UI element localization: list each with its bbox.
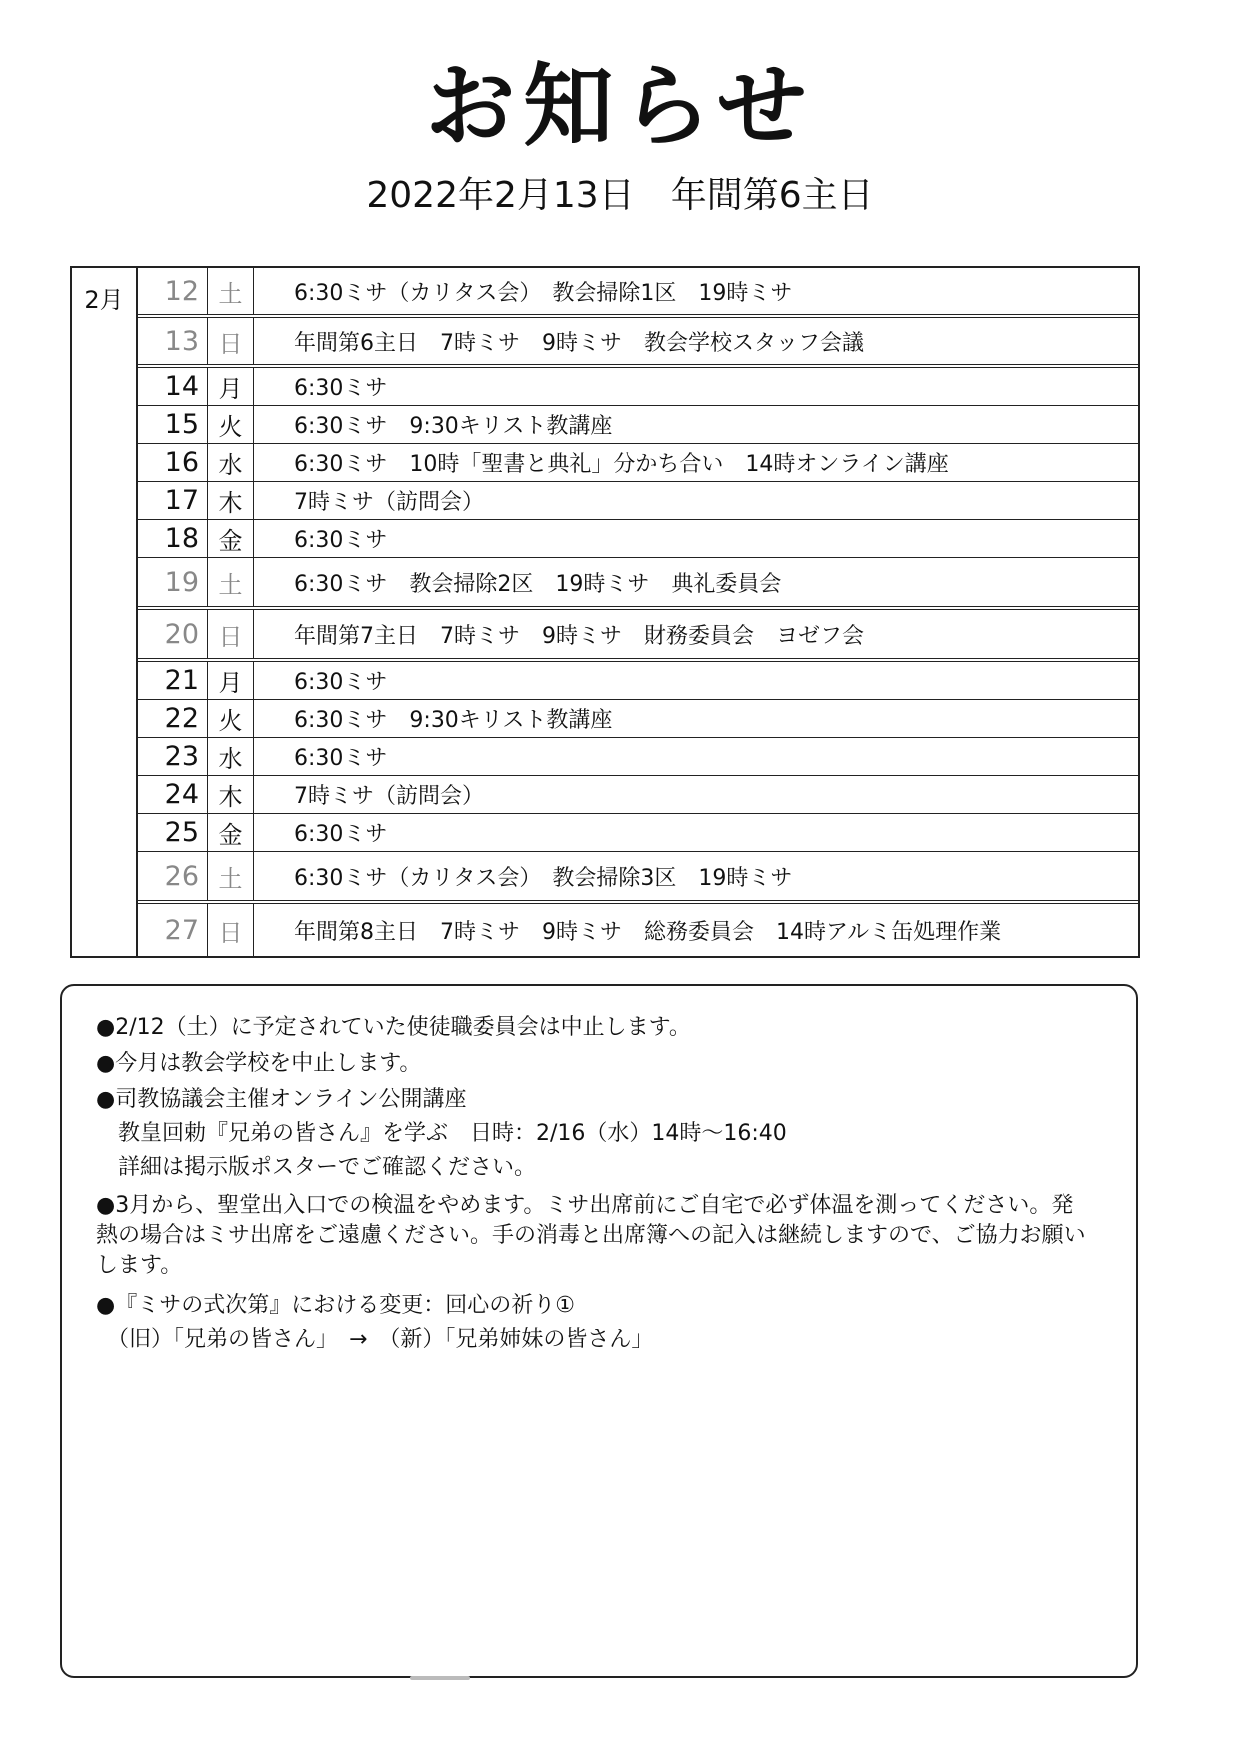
day-number: 23: [138, 738, 208, 775]
day-number: 19: [138, 558, 208, 606]
events: 6:30ミサ: [294, 746, 388, 771]
table-row: [138, 318, 1138, 368]
table-row: [138, 662, 1138, 700]
page-title: お知らせ: [425, 54, 815, 159]
table-row: [138, 368, 1138, 406]
events: 6:30ミサ: [294, 528, 388, 553]
events: 6:30ミサ: [294, 670, 388, 695]
events: 年間第7主日 7時ミサ 9時ミサ 財務委員会 ヨゼフ会: [294, 623, 864, 649]
table-row: [138, 406, 1138, 444]
day-number: 17: [138, 482, 208, 519]
table-row: [138, 776, 1138, 814]
day-number: 22: [138, 700, 208, 737]
day-number: 13: [138, 318, 208, 364]
table-row: [138, 268, 1138, 318]
table-row: [138, 700, 1138, 738]
notice-line: 教皇回勅『兄弟の皆さん』を学ぶ 日時：2/16（水）14時～16:40: [96, 1121, 787, 1146]
day-number: 18: [138, 520, 208, 557]
notices-box: [60, 984, 1138, 1678]
weekday: 土: [208, 268, 254, 314]
table-row: [138, 482, 1138, 520]
weekday: 木: [208, 482, 254, 519]
weekday: 火: [208, 700, 254, 737]
day-number: 21: [138, 662, 208, 699]
notice-line: ●司教協議会主催オンライン公開講座: [96, 1087, 467, 1112]
weekday: 水: [208, 738, 254, 775]
table-row: [138, 558, 1138, 610]
events: 年間第6主日 7時ミサ 9時ミサ 教会学校スタッフ会議: [294, 330, 864, 356]
table-row: [138, 814, 1138, 852]
weekday: 日: [208, 904, 254, 956]
notice-line: 詳細は掲示版ポスターでご確認ください。: [96, 1155, 537, 1180]
day-number: 14: [138, 368, 208, 405]
day-number: 15: [138, 406, 208, 443]
schedule-table: [70, 266, 1140, 958]
table-row: [138, 520, 1138, 558]
day-number: 27: [138, 904, 208, 956]
day-number: 12: [138, 268, 208, 314]
events: 6:30ミサ: [294, 376, 388, 401]
day-number: 16: [138, 444, 208, 481]
day-number: 26: [138, 852, 208, 900]
table-row: [138, 738, 1138, 776]
weekday: 月: [208, 662, 254, 699]
weekday: 金: [208, 814, 254, 851]
events: 6:30ミサ: [294, 822, 388, 847]
day-number: 20: [138, 610, 208, 658]
events: 6:30ミサ（カリタス会） 教会掃除1区 19時ミサ: [294, 280, 793, 306]
weekday: 月: [208, 368, 254, 405]
table-row: [138, 852, 1138, 904]
weekday: 水: [208, 444, 254, 481]
weekday: 日: [208, 610, 254, 658]
notice-line: ●今月は教会学校を中止します。: [96, 1051, 422, 1076]
notice-line: （旧）「兄弟の皆さん」 → （新）「兄弟姉妹の皆さん」: [96, 1327, 654, 1352]
weekday: 日: [208, 318, 254, 364]
day-number: 24: [138, 776, 208, 813]
table-row: [138, 904, 1138, 956]
table-row: [138, 610, 1138, 662]
events: 6:30ミサ 10時「聖書と典礼」分かち合い 14時オンライン講座: [294, 452, 949, 477]
page-subtitle: 2022年2月13日 年間第6主日: [366, 175, 874, 216]
events: 年間第8主日 7時ミサ 9時ミサ 総務委員会 14時アルミ缶処理作業: [294, 919, 1002, 945]
weekday: 火: [208, 406, 254, 443]
events: 7時ミサ（訪問会）: [294, 490, 484, 515]
events: 6:30ミサ 9:30キリスト教講座: [294, 414, 613, 439]
weekday: 木: [208, 776, 254, 813]
events: 6:30ミサ 9:30キリスト教講座: [294, 708, 613, 733]
scan-mark: [410, 1676, 470, 1680]
notice-line: ●3月から、聖堂出入口での検温をやめます。ミサ出席前にご自宅で必ず体温を測ってください。発: [96, 1193, 1074, 1218]
weekday: 土: [208, 852, 254, 900]
events: 6:30ミサ 教会掃除2区 19時ミサ 典礼委員会: [294, 571, 782, 597]
notice-line: ●2/12（土）に予定されていた使徒職委員会は中止します。: [96, 1015, 691, 1040]
notice-line: します。: [96, 1253, 183, 1278]
month-label: 2月: [72, 268, 138, 956]
weekday: 土: [208, 558, 254, 606]
notice-line: ●『ミサの式次第』における変更：回心の祈り①: [96, 1293, 575, 1318]
day-number: 25: [138, 814, 208, 851]
table-row: [138, 444, 1138, 482]
notice-line: 熱の場合はミサ出席をご遠慮ください。手の消毒と出席簿への記入は継続しますので、ご協力お願い: [96, 1223, 1086, 1248]
events: 7時ミサ（訪問会）: [294, 784, 484, 809]
events: 6:30ミサ（カリタス会） 教会掃除3区 19時ミサ: [294, 865, 793, 891]
weekday: 金: [208, 520, 254, 557]
